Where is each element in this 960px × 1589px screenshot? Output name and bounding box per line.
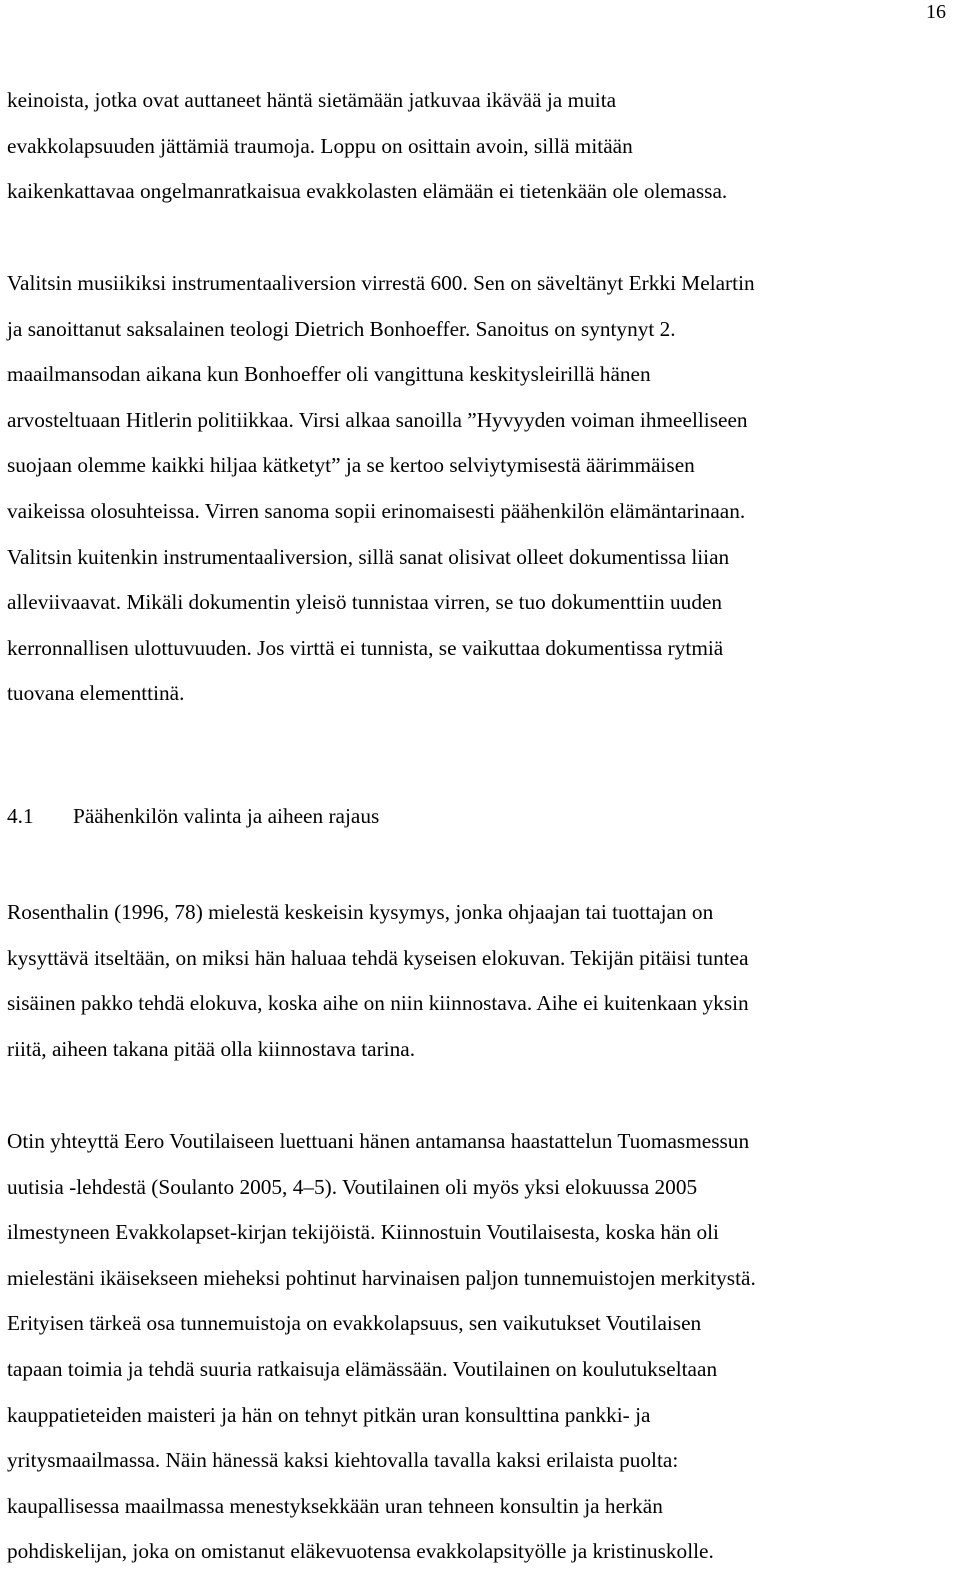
text-line: sisäinen pakko tehdä elokuva, koska aihe on niin kiinnostava. Aihe ei kuitenkaan yksin (7, 991, 749, 1016)
text-line: Erityisen tärkeä osa tunnemuistoja on evakkolapsuus, sen vaikutukset Voutilaisen (7, 1311, 702, 1336)
text-line: maailmansodan aikana kun Bonhoeffer oli vangittuna keskitysleirillä hänen (7, 362, 651, 387)
text-line: arvosteltuaan Hitlerin politiikkaa. Virsi alkaa sanoilla ”Hyvyyden voiman ihmeelliseen (7, 407, 748, 432)
text-line: uutisia -lehdestä (Soulanto 2005, 4–5). Voutilainen oli myös yksi elokuussa 2005 (7, 1174, 698, 1199)
text-line: ja sanoittanut saksalainen teologi Dietrich Bonhoeffer. Sanoitus on syntynyt 2. (7, 316, 676, 341)
text-line: yritysmaailmassa. Näin hänessä kaksi kiehtovalla tavalla kaksi erilaista puolta: (7, 1448, 679, 1473)
section-number: 4.1 (7, 804, 34, 828)
text-line: tuovana elementtinä. (7, 681, 185, 706)
text-line: ilmestyneen Evakkolapset-kirjan tekijöistä. Kiinnostuin Voutilaisesta, koska hän oli (7, 1220, 719, 1245)
text-line: kysyttävä itseltään, on miksi hän haluaa tehdä kyseisen elokuvan. Tekijän pitäisi tuntea (7, 945, 749, 970)
paragraph-1 (7, 78, 947, 215)
text-line: keinoista, jotka ovat auttaneet häntä sietämään jatkuvaa ikävää ja muita (7, 88, 617, 112)
text-line: kerronnallisen ulottuvuuden. Jos virttä ei tunnista, se vaikuttaa dokumentissa rytmiä (7, 635, 724, 660)
text-line: Valitsin kuitenkin instrumentaaliversion, sillä sanat olisivat olleet dokumentissa liian (7, 544, 730, 569)
text-line: suojaan olemme kaikki hiljaa kätketyt” ja se kertoo selviytymisestä äärimmäisen (7, 453, 695, 478)
section-title: Päähenkilön valinta ja aiheen rajaus (73, 804, 380, 828)
page-number: 16 (926, 1, 946, 23)
paragraph-4 (7, 1119, 947, 1575)
text-line: kaupallisessa maailmassa menestyksekkään uran tehneen konsultin ja herkän (7, 1493, 663, 1518)
text-line: mielestäni ikäisekseen mieheksi pohtinut harvinaisen paljon tunnemuistojen merkitystä. (7, 1265, 756, 1290)
text-line: kaikenkattavaa ongelmanratkaisua evakkolasten elämään ei tietenkään ole olemassa. (7, 179, 728, 204)
text-line: tapaan toimia ja tehdä suuria ratkaisuja elämässään. Voutilainen on koulutukseltaan (7, 1356, 718, 1381)
text-line: kauppatieteiden maisteri ja hän on tehnyt pitkän uran konsulttina pankki- ja (7, 1402, 651, 1427)
text-line: vaikeissa olosuhteissa. Virren sanoma sopii erinomaisesti päähenkilön elämäntarinaan. (7, 498, 746, 523)
text-line: riitä, aiheen takana pitää olla kiinnostava tarina. (7, 1036, 416, 1061)
text-line: Otin yhteyttä Eero Voutilaiseen luettuani hänen antamansa haastattelun Tuomasmessun (7, 1129, 750, 1153)
text-line: alleviivaavat. Mikäli dokumentin yleisö tunnistaa virren, se tuo dokumenttiin uuden (7, 590, 723, 615)
text-line: Rosenthalin (1996, 78) mielestä keskeisin kysymys, jonka ohjaajan tai tuottajan on (7, 900, 714, 924)
text-line: pohdiskelijan, joka on omistanut eläkevuotensa evakkolapsityölle ja kristinuskolle. (7, 1539, 714, 1564)
paragraph-3 (7, 890, 947, 1072)
text-line: evakkolapsuuden jättämiä traumoja. Loppu on osittain avoin, sillä mitään (7, 133, 633, 158)
paragraph-2 (7, 261, 947, 717)
text-line: Valitsin musiikiksi instrumentaaliversion virrestä 600. Sen on säveltänyt Erkki Melartin (7, 271, 755, 295)
section-heading (7, 796, 379, 836)
